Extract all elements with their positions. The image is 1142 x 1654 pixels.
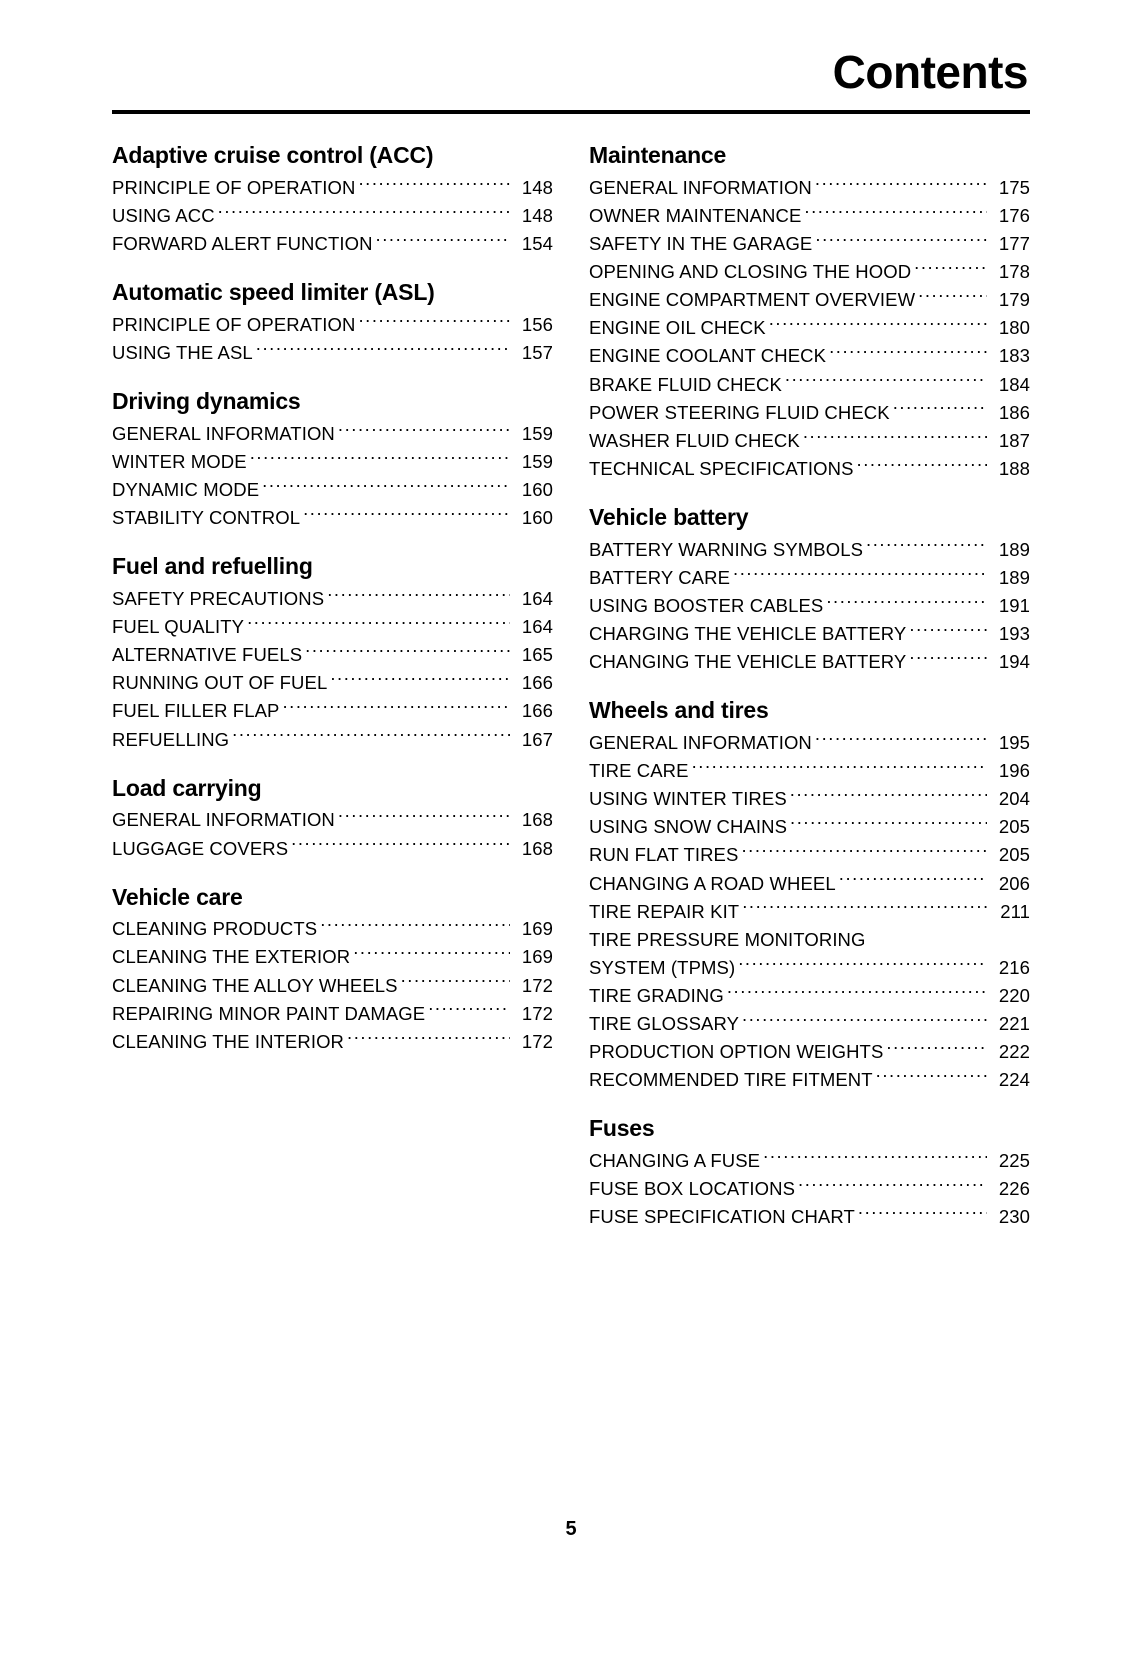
toc-entry-label: TECHNICAL SPECIFICATIONS — [589, 457, 854, 479]
dot-leader — [869, 927, 987, 946]
toc-entry-page-number: 196 — [998, 760, 1030, 782]
toc-entry-label: OPENING AND CLOSING THE HOOD — [589, 261, 912, 283]
section-entry-list — [112, 915, 553, 1056]
toc-entry[interactable] — [112, 726, 553, 754]
dot-leader — [815, 231, 987, 250]
toc-entry-label: SAFETY PRECAUTIONS — [112, 587, 325, 609]
toc-entry-page-number: 230 — [998, 1206, 1030, 1228]
dot-leader — [858, 1205, 987, 1224]
toc-entry-label: CHANGING THE VEHICLE BATTERY — [589, 651, 907, 673]
toc-entry-page-number: 180 — [998, 317, 1030, 339]
toc-entry-page-number: 184 — [998, 373, 1030, 395]
toc-entry-label: CHANGING A FUSE — [589, 1150, 761, 1172]
dot-leader — [857, 456, 987, 475]
toc-entry-label: WASHER FLUID CHECK — [589, 429, 800, 451]
toc-entry-label: CHARGING THE VEHICLE BATTERY — [589, 623, 907, 645]
toc-entry[interactable] — [589, 258, 1030, 286]
toc-entry-label: WINTER MODE — [112, 450, 247, 472]
section-entry-list — [589, 729, 1030, 1094]
dot-leader — [839, 871, 987, 890]
toc-entry[interactable] — [112, 476, 553, 504]
toc-entry[interactable] — [589, 286, 1030, 314]
toc-entry-page-number: 189 — [998, 538, 1030, 560]
dot-leader — [790, 787, 987, 806]
toc-entry-page-number: 222 — [998, 1041, 1030, 1063]
toc-entry-label: GENERAL INFORMATION — [112, 422, 335, 444]
toc-entry[interactable] — [589, 399, 1030, 427]
dot-leader — [769, 316, 987, 335]
toc-entry[interactable] — [589, 898, 1030, 926]
toc-entry-page-number: 166 — [521, 700, 553, 722]
footer-page-number: 5 — [565, 1518, 577, 1540]
toc-entry-page-number: 168 — [521, 837, 553, 859]
toc-entry-label: CHANGING A ROAD WHEEL — [589, 872, 836, 894]
toc-entry[interactable] — [112, 806, 553, 834]
contents-section-vehicle-battery — [589, 505, 1030, 676]
dot-leader — [218, 203, 510, 222]
page-header — [112, 48, 1030, 114]
dot-leader — [353, 945, 510, 964]
toc-entry[interactable] — [112, 915, 553, 943]
dot-leader — [826, 593, 987, 612]
dot-leader — [804, 203, 987, 222]
toc-entry-page-number: 221 — [998, 1013, 1030, 1035]
dot-leader — [914, 260, 987, 279]
toc-entry[interactable] — [589, 841, 1030, 869]
section-heading: Maintenance — [589, 142, 727, 168]
toc-entry-page-number: 169 — [521, 946, 553, 968]
toc-entry-page-number: 176 — [998, 204, 1030, 226]
dot-leader — [918, 288, 987, 307]
toc-entry-label: PRODUCTION OPTION WEIGHTS — [589, 1041, 884, 1063]
dot-leader — [401, 973, 510, 992]
toc-entry-label: USING SNOW CHAINS — [589, 816, 788, 838]
toc-entry-label: ENGINE COMPARTMENT OVERVIEW — [589, 289, 916, 311]
left-column — [112, 143, 553, 1232]
toc-entry[interactable] — [112, 311, 553, 339]
section-entry-list — [589, 174, 1030, 483]
dot-leader — [798, 1177, 987, 1196]
toc-entry[interactable] — [112, 448, 553, 476]
toc-entry-label: TIRE PRESSURE MONITORING — [589, 928, 866, 950]
section-heading: Driving dynamics — [112, 388, 301, 415]
toc-entry-label: USING BOOSTER CABLES — [589, 594, 824, 616]
toc-entry-page-number: 226 — [998, 1178, 1030, 1200]
dot-leader — [741, 843, 987, 862]
dot-leader — [358, 175, 510, 194]
toc-entry-label: RUN FLAT TIRES — [589, 844, 739, 866]
toc-entry[interactable] — [589, 729, 1030, 757]
page-title: Contents — [832, 46, 1028, 98]
contents-section-maintenance — [589, 143, 1030, 483]
section-heading: Adaptive cruise control (ACC) — [112, 142, 434, 168]
dot-leader — [803, 428, 987, 447]
toc-entry-label: GENERAL INFORMATION — [589, 732, 812, 753]
toc-entry-label: RECOMMENDED TIRE FITMENT — [589, 1069, 873, 1091]
toc-entry-label: PRINCIPLE OF OPERATION — [112, 176, 356, 198]
dot-leader — [338, 808, 510, 827]
dot-leader — [428, 1001, 510, 1020]
toc-entry[interactable] — [589, 230, 1030, 258]
toc-entry[interactable] — [112, 420, 553, 448]
toc-entry-label: STABILITY CONTROL — [112, 507, 301, 529]
toc-entry-page-number: 166 — [521, 672, 553, 694]
toc-entry-label: CLEANING PRODUCTS — [112, 918, 318, 940]
toc-entry-label: USING ACC — [112, 204, 215, 226]
toc-entry[interactable] — [112, 972, 553, 1000]
toc-entry[interactable] — [112, 202, 553, 230]
toc-entry-page-number: 189 — [998, 566, 1030, 588]
toc-entry[interactable] — [589, 455, 1030, 483]
contents-columns — [112, 143, 1030, 1232]
dot-leader — [790, 815, 987, 834]
toc-entry-label: REPAIRING MINOR PAINT DAMAGE — [112, 1002, 426, 1024]
toc-entry-page-number: 183 — [998, 345, 1030, 367]
dot-leader — [232, 727, 510, 746]
toc-entry[interactable] — [589, 813, 1030, 841]
toc-entry[interactable] — [589, 648, 1030, 676]
dot-leader — [733, 565, 987, 584]
dot-leader — [303, 506, 510, 525]
toc-entry[interactable] — [589, 1038, 1030, 1066]
toc-entry[interactable] — [589, 954, 1030, 982]
section-heading: Fuel and refuelling — [112, 553, 313, 580]
contents-section-adaptive-cruise-control-acc — [112, 143, 553, 258]
toc-entry-page-number: 175 — [998, 176, 1030, 198]
contents-section-driving-dynamics — [112, 389, 553, 532]
section-heading: Automatic speed limiter (ASL) — [112, 279, 435, 306]
toc-entry[interactable] — [112, 339, 553, 367]
dot-leader — [376, 231, 510, 250]
toc-entry-page-number: 169 — [521, 918, 553, 940]
dot-leader — [282, 699, 510, 718]
toc-entry-page-number: 211 — [1000, 900, 1030, 922]
contents-section-load-carrying — [112, 776, 553, 863]
toc-entry[interactable] — [589, 785, 1030, 813]
toc-entry[interactable] — [112, 1028, 553, 1056]
dot-leader — [763, 1149, 987, 1168]
toc-entry-label: OWNER MAINTENANCE — [589, 204, 802, 226]
toc-entry-page-number: 165 — [521, 644, 553, 666]
toc-entry-label: SYSTEM (TPMS) — [589, 956, 736, 978]
contents-section-fuel-and-refuelling — [112, 554, 553, 753]
toc-entry-page-number: 160 — [521, 479, 553, 501]
right-column — [589, 143, 1030, 1232]
toc-entry-page-number: 191 — [998, 594, 1030, 616]
toc-entry-label: PRINCIPLE OF OPERATION — [112, 313, 356, 335]
toc-entry-label: LUGGAGE COVERS — [112, 837, 289, 859]
toc-entry-page-number: 194 — [998, 651, 1030, 673]
dot-leader — [909, 650, 987, 669]
toc-entry[interactable] — [589, 427, 1030, 455]
toc-entry-label: GENERAL INFORMATION — [112, 809, 335, 831]
section-entry-list — [589, 1147, 1030, 1231]
dot-leader — [347, 1029, 510, 1048]
toc-entry-label: REFUELLING — [112, 728, 230, 750]
toc-entry[interactable] — [589, 371, 1030, 399]
dot-leader — [262, 478, 510, 497]
dot-leader — [305, 643, 510, 662]
toc-entry-page-number: 225 — [998, 1150, 1030, 1172]
dot-leader — [738, 955, 987, 974]
toc-entry-label: POWER STEERING FLUID CHECK — [589, 401, 890, 423]
section-entry-list — [589, 536, 1030, 677]
toc-entry-label: USING THE ASL — [112, 341, 253, 363]
toc-entry-label: CLEANING THE ALLOY WHEELS — [112, 974, 398, 996]
toc-entry-label: FUEL FILLER FLAP — [112, 700, 280, 722]
dot-leader — [909, 622, 987, 641]
toc-entry-label: FORWARD ALERT FUNCTION — [112, 232, 373, 254]
toc-entry-page-number: 220 — [998, 984, 1030, 1006]
section-heading: Load carrying — [112, 774, 262, 801]
toc-entry-label: USING WINTER TIRES — [589, 788, 787, 810]
toc-entry[interactable] — [589, 314, 1030, 342]
dot-leader — [815, 175, 987, 194]
toc-entry-label: BATTERY CARE — [589, 566, 731, 588]
toc-entry-label: SAFETY IN THE GARAGE — [589, 232, 813, 254]
contents-section-automatic-speed-limiter-asl — [112, 280, 553, 367]
toc-entry-page-number: 216 — [998, 956, 1030, 978]
dot-leader — [327, 586, 510, 605]
title-divider — [112, 110, 1030, 114]
toc-entry-page-number: 164 — [521, 587, 553, 609]
toc-entry[interactable] — [589, 1203, 1030, 1231]
toc-entry-page-number: 160 — [521, 507, 553, 529]
dot-leader — [742, 899, 987, 918]
dot-leader — [247, 615, 510, 634]
toc-entry[interactable] — [589, 342, 1030, 370]
toc-entry[interactable] — [112, 835, 553, 863]
toc-entry-page-number: 204 — [998, 788, 1030, 810]
dot-leader — [250, 449, 510, 468]
toc-entry-label: TIRE CARE — [589, 760, 689, 782]
dot-leader — [893, 400, 987, 419]
dot-leader — [727, 983, 987, 1002]
toc-entry[interactable] — [112, 504, 553, 532]
toc-entry-label: TIRE GLOSSARY — [589, 1013, 740, 1035]
toc-entry-page-number: 179 — [998, 289, 1030, 311]
toc-entry-page-number: 157 — [521, 341, 553, 363]
toc-entry-page-number: 156 — [521, 313, 553, 335]
dot-leader — [330, 671, 510, 690]
contents-section-vehicle-care — [112, 885, 553, 1056]
dot-leader — [338, 421, 510, 440]
toc-entry[interactable] — [112, 943, 553, 971]
toc-entry-label: FUEL QUALITY — [112, 616, 245, 638]
toc-entry[interactable] — [589, 1010, 1030, 1038]
dot-leader — [785, 372, 987, 391]
toc-entry-page-number: 224 — [998, 1069, 1030, 1091]
toc-entry-page-number: 188 — [998, 457, 1030, 479]
toc-entry[interactable] — [589, 620, 1030, 648]
toc-entry[interactable] — [589, 1066, 1030, 1094]
section-entry-list — [112, 806, 553, 862]
section-entry-list — [112, 311, 553, 367]
toc-entry[interactable] — [589, 1147, 1030, 1175]
dot-leader — [358, 312, 510, 331]
dot-leader — [866, 537, 987, 556]
toc-entry-label: CLEANING THE INTERIOR — [112, 1030, 345, 1052]
toc-entry[interactable] — [112, 230, 553, 258]
toc-entry-label: FUSE SPECIFICATION CHART — [589, 1206, 855, 1228]
section-heading: Vehicle care — [112, 883, 243, 910]
dot-leader — [742, 1012, 987, 1031]
dot-leader — [320, 917, 510, 936]
toc-entry-label: BATTERY WARNING SYMBOLS — [589, 538, 864, 560]
toc-entry-page-number: 177 — [998, 232, 1030, 254]
toc-entry-page-number: 195 — [998, 732, 1030, 753]
toc-entry[interactable] — [589, 536, 1030, 564]
toc-entry-label: RUNNING OUT OF FUEL — [112, 672, 328, 694]
toc-entry-page-number: 168 — [521, 809, 553, 831]
toc-entry-page-number: 193 — [998, 623, 1030, 645]
toc-entry[interactable] — [112, 641, 553, 669]
toc-entry-label: CLEANING THE EXTERIOR — [112, 946, 351, 968]
contents-section-wheels-and-tires — [589, 698, 1030, 1094]
toc-entry-page-number: 172 — [521, 1002, 553, 1024]
toc-entry[interactable] — [589, 174, 1030, 202]
section-heading: Vehicle battery — [589, 503, 749, 530]
toc-entry-page-number: 187 — [998, 429, 1030, 451]
toc-entry-label: FUSE BOX LOCATIONS — [589, 1178, 796, 1200]
toc-entry-label: TIRE GRADING — [589, 984, 724, 1006]
toc-entry[interactable] — [589, 592, 1030, 620]
toc-entry[interactable] — [589, 757, 1030, 785]
dot-leader — [256, 340, 510, 359]
toc-entry[interactable] — [589, 870, 1030, 898]
toc-entry-page-number: 205 — [998, 844, 1030, 866]
section-heading: Wheels and tires — [589, 697, 769, 724]
toc-entry-page-number: 159 — [521, 422, 553, 444]
dot-leader — [876, 1068, 987, 1087]
section-heading: Fuses — [589, 1115, 655, 1142]
toc-entry-page-number: 148 — [521, 204, 553, 226]
toc-entry[interactable] — [112, 613, 553, 641]
dot-leader — [692, 759, 987, 778]
toc-entry-label: ALTERNATIVE FUELS — [112, 644, 303, 666]
toc-entry[interactable] — [589, 926, 1030, 954]
toc-entry-page-number: 159 — [521, 450, 553, 472]
toc-entry-label: ENGINE OIL CHECK — [589, 317, 766, 339]
toc-entry-page-number: 148 — [521, 176, 553, 198]
section-entry-list — [112, 174, 553, 258]
toc-entry[interactable] — [112, 697, 553, 725]
toc-entry-label: DYNAMIC MODE — [112, 479, 260, 501]
toc-entry-page-number: 154 — [521, 232, 553, 254]
toc-entry[interactable] — [112, 669, 553, 697]
toc-entry-page-number: 167 — [521, 728, 553, 750]
toc-entry-page-number: 164 — [521, 616, 553, 638]
toc-entry-label: BRAKE FLUID CHECK — [589, 373, 782, 395]
dot-leader — [829, 344, 987, 363]
toc-entry-page-number: 206 — [998, 872, 1030, 894]
contents-section-fuses — [589, 1116, 1030, 1231]
toc-entry-page-number: 186 — [998, 401, 1030, 423]
dot-leader — [815, 731, 987, 750]
section-entry-list — [112, 585, 553, 754]
toc-entry[interactable] — [589, 982, 1030, 1010]
toc-entry[interactable] — [112, 174, 553, 202]
dot-leader — [886, 1040, 987, 1059]
toc-entry[interactable] — [589, 564, 1030, 592]
toc-entry-page-number: 172 — [521, 1030, 553, 1052]
toc-entry-page-number: 205 — [998, 816, 1030, 838]
toc-entry[interactable] — [112, 1000, 553, 1028]
toc-entry[interactable] — [112, 585, 553, 613]
toc-entry[interactable] — [589, 1175, 1030, 1203]
toc-entry[interactable] — [589, 202, 1030, 230]
toc-entry-page-number: 178 — [998, 261, 1030, 283]
section-entry-list — [112, 420, 553, 532]
dot-leader — [291, 836, 510, 855]
toc-entry-label: TIRE REPAIR KIT — [589, 900, 740, 922]
toc-entry-label: GENERAL INFORMATION — [589, 176, 812, 198]
toc-entry-page-number: 172 — [521, 974, 553, 996]
toc-entry-label: ENGINE COOLANT CHECK — [589, 345, 827, 367]
